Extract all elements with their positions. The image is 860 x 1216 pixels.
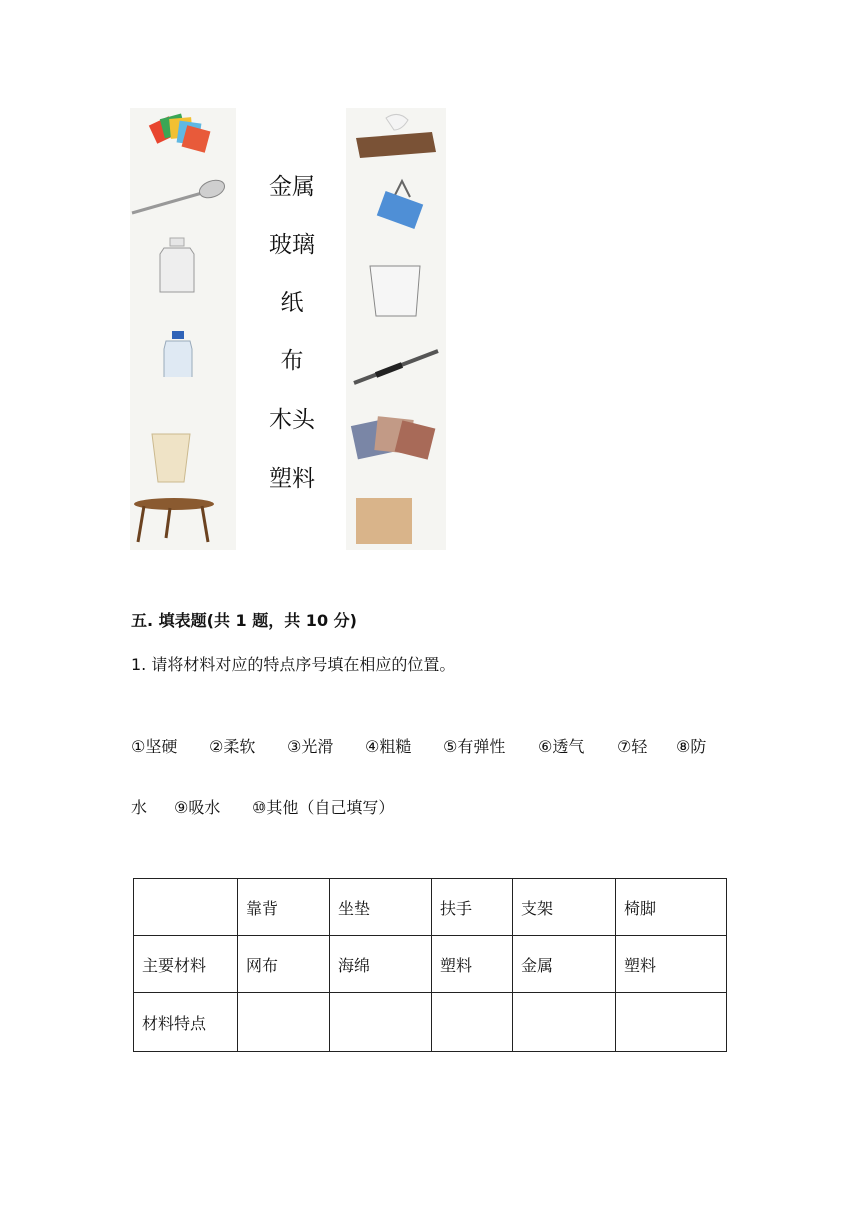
plastic-bottle-image [130,297,236,377]
table-cell: 支架 [513,879,616,936]
table-cell: 塑料 [616,936,727,993]
paper-cards-image [130,108,236,171]
paper-cup-image [130,428,236,491]
spoon-image [130,171,236,234]
cloth-swatches-image [346,408,446,471]
option-8-part2: 水 [131,798,148,817]
material-label-5: 木头 [269,407,315,433]
table-cell: 材料特点 [134,993,238,1052]
option-8-part1: ⑧防 [676,737,707,756]
option-4: ④粗糙 [365,737,412,756]
material-label-4: 布 [280,348,304,374]
option-1: ①坚硬 [131,737,178,756]
material-label-3: 纸 [280,290,304,316]
table-cell: 网布 [238,936,330,993]
table-cell: 靠背 [238,879,330,936]
binder-clip-image [346,171,446,261]
table-input-cell[interactable] [513,993,616,1052]
option-5: ⑤有弹性 [443,737,506,756]
table-cell: 椅脚 [616,879,727,936]
wooden-table-image [130,490,236,550]
wood-block-image [346,490,446,550]
material-table [133,878,727,1052]
material-label-2: 玻璃 [269,232,315,258]
matching-figure [130,108,446,550]
section-title: 五. 填表题(共 1 题，共 10 分) [131,611,357,630]
material-label-6: 塑料 [269,466,315,492]
table-input-cell[interactable] [238,993,330,1052]
glass-bottle-image [130,234,236,297]
pen-image [346,333,446,396]
table-row-material [134,936,727,993]
option-2: ②柔软 [209,737,256,756]
table-header-row [134,879,727,936]
right-image-column [346,108,446,550]
table-input-cell[interactable] [432,993,513,1052]
glass-cup-image [346,258,446,321]
question-text: 1. 请将材料对应的特点序号填在相应的位置。 [131,655,456,674]
option-10: ⑩其他（自己填写） [252,798,395,817]
table-input-cell[interactable] [616,993,727,1052]
table-cell: 海绵 [330,936,432,993]
table-cell: 金属 [513,936,616,993]
table-cell: 扶手 [432,879,513,936]
left-image-column [130,108,236,550]
tissue-box-image [346,108,446,171]
table-input-cell[interactable] [330,993,432,1052]
option-7: ⑦轻 [617,737,648,756]
table-cell: 坐垫 [330,879,432,936]
table-cell: 主要材料 [134,936,238,993]
option-3: ③光滑 [287,737,334,756]
table-cell: 塑料 [432,936,513,993]
material-label-1: 金属 [269,174,315,200]
option-6: ⑥透气 [538,737,585,756]
option-9: ⑨吸水 [174,798,221,817]
table-row-feature [134,993,727,1052]
table-cell [134,879,238,936]
